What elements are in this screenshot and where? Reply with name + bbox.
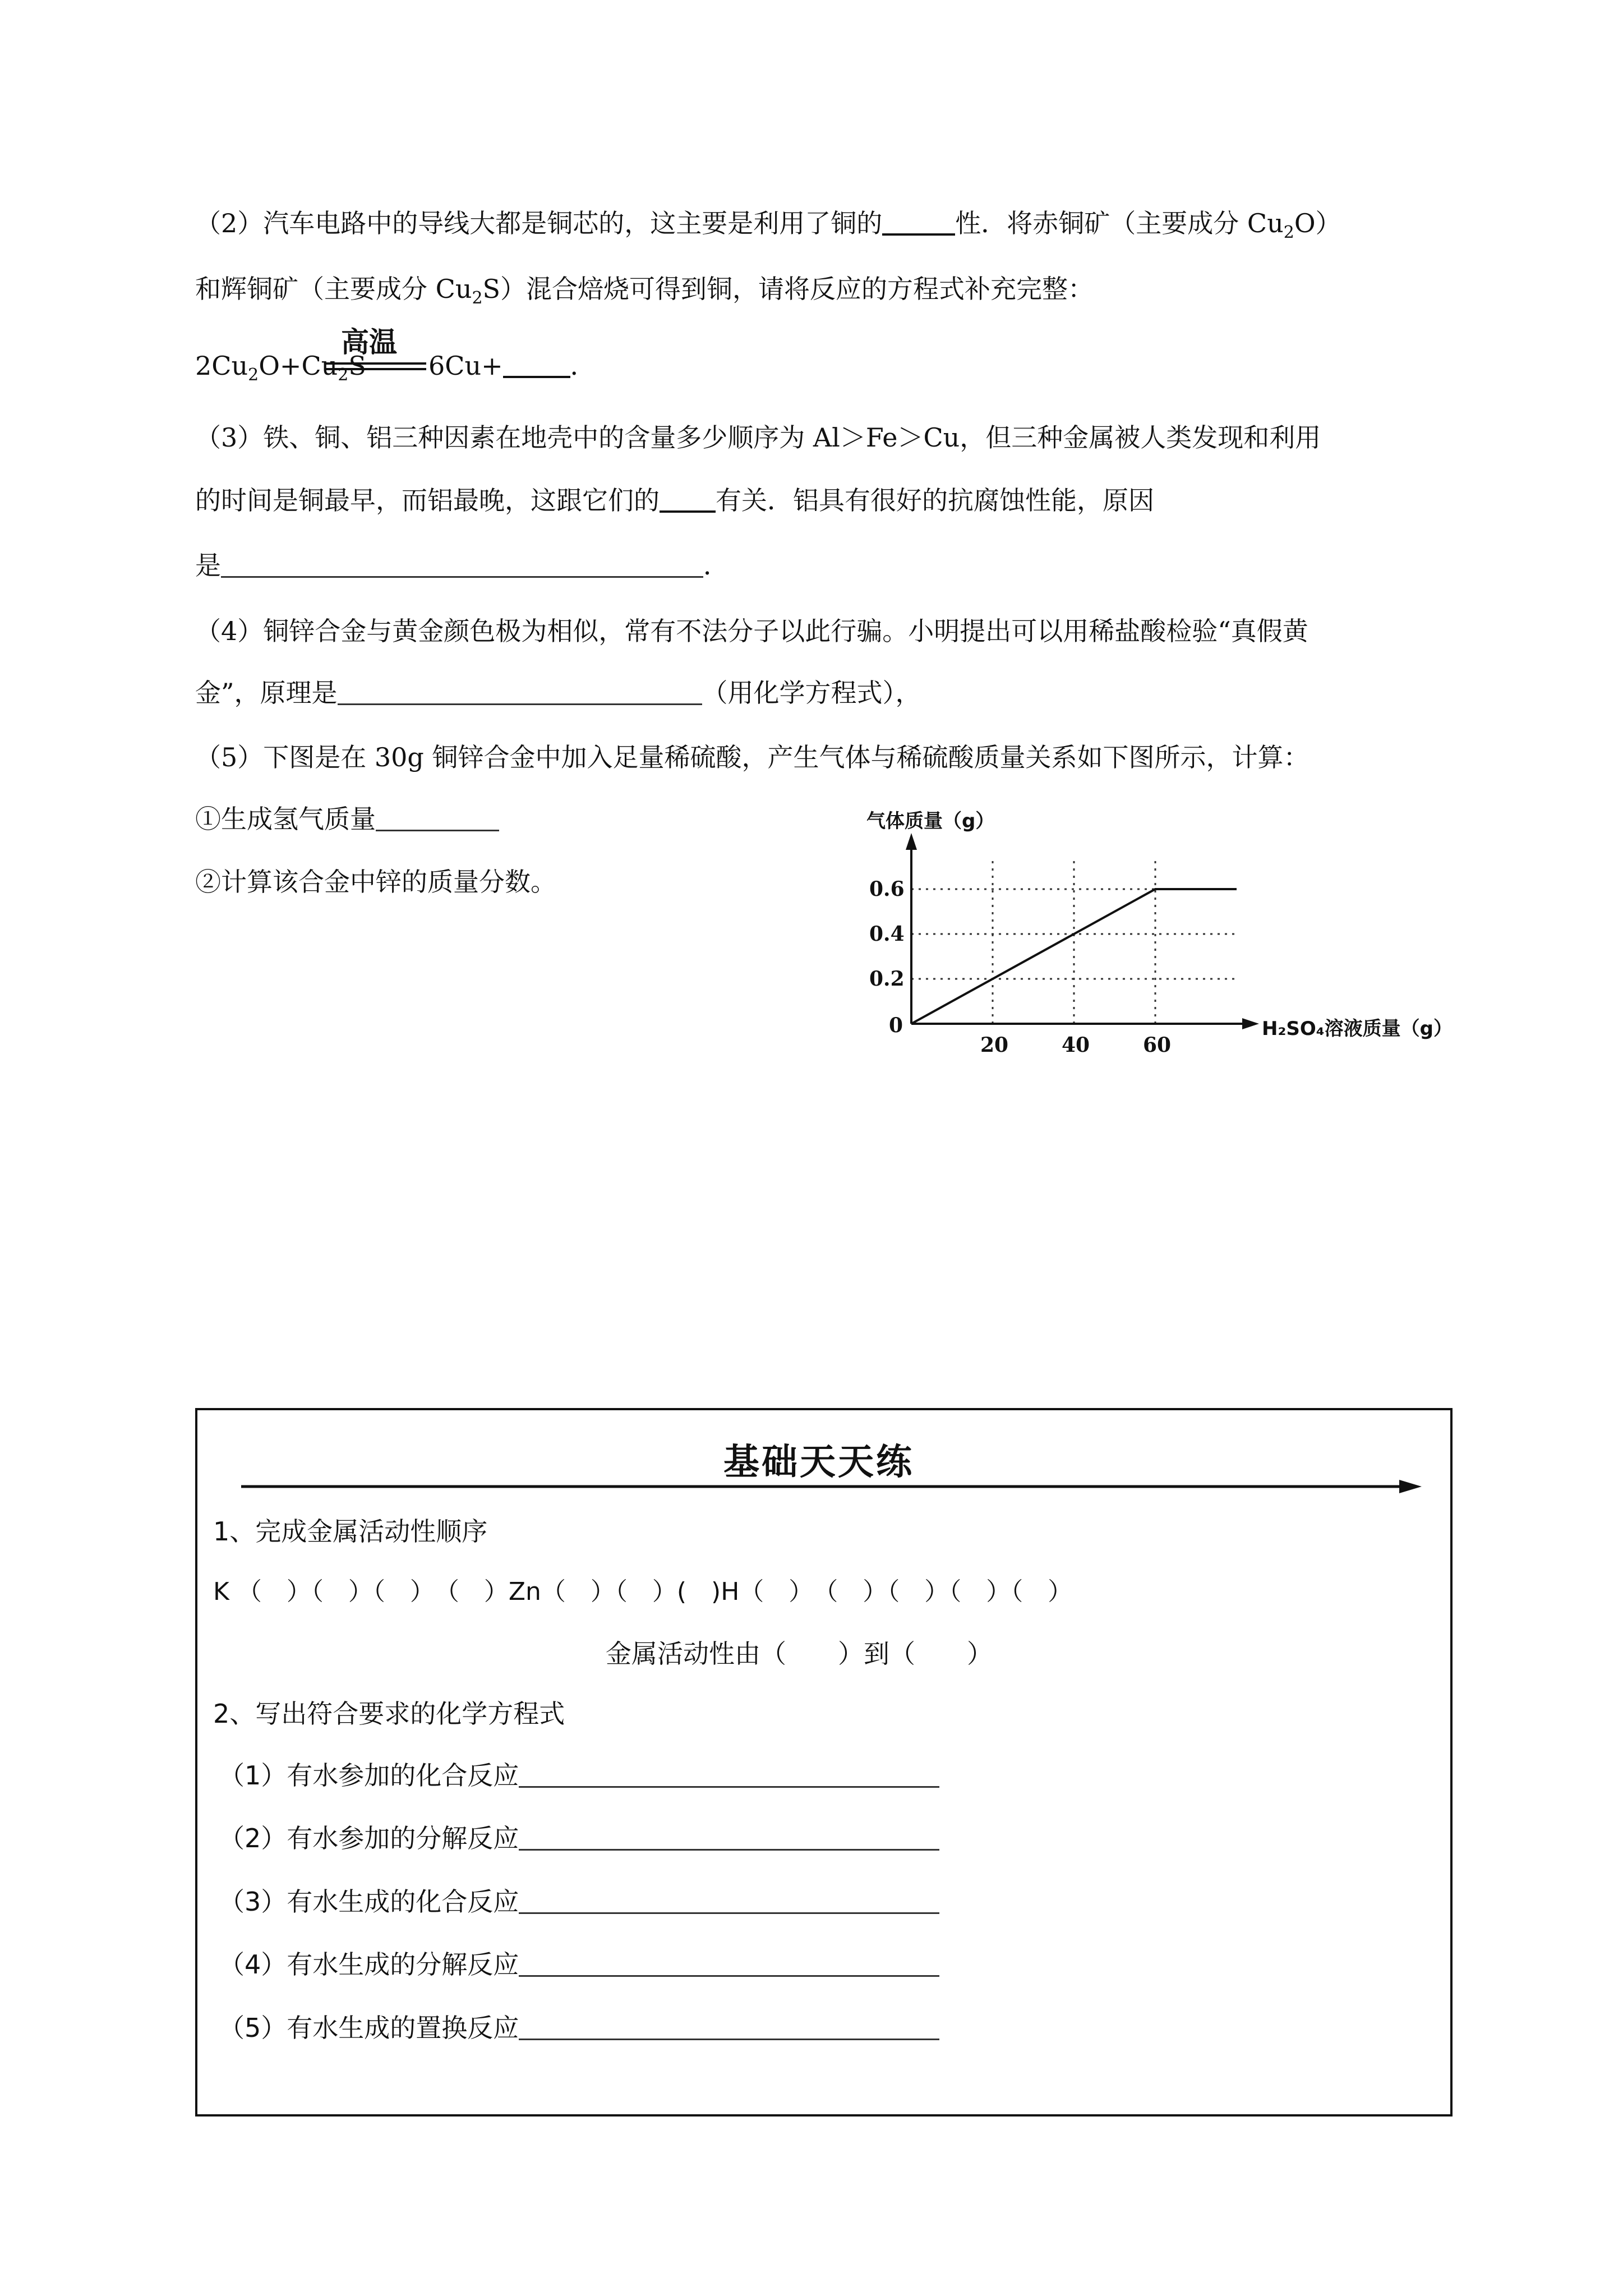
activity-sequence: K （ ）（ ）（ ） （ ）Zn（ ）（ ）( )H（ ） （ ）（ ）（ ）（ ） — [213, 1577, 1073, 1606]
x-tick-label: 60 — [1143, 1033, 1172, 1057]
subitem-label: （3）有水生成的化合反应 — [219, 1887, 519, 1917]
q2-line2-text-b: S）混合焙烧可得到铜，请将反应的方程式补充完整： — [482, 274, 1094, 304]
q5-sub1-text: ①生成氢气质量 — [195, 804, 376, 834]
q4-blank-equation[interactable] — [338, 677, 702, 705]
q3-line3-text-b: ． — [703, 550, 729, 581]
eq-sub-2: 2 — [338, 365, 349, 385]
q2-sub-2: 2 — [1283, 223, 1294, 242]
subitem-label: （5）有水生成的置换反应 — [219, 2013, 519, 2043]
q2-blank-property[interactable] — [882, 206, 955, 236]
subitem-blank[interactable] — [519, 2012, 939, 2040]
chart-axes — [906, 833, 1259, 1029]
q3-line3 — [195, 549, 729, 582]
practice-subitem — [219, 1885, 939, 1918]
y-tick-label: 0.2 — [869, 967, 905, 991]
subitem-blank[interactable] — [519, 1948, 939, 1977]
y-axis-arrow — [906, 833, 917, 850]
q2-line1-text-b: 性．将赤铜矿（主要成分 Cu — [955, 208, 1284, 238]
subitem-blank[interactable] — [519, 1885, 939, 1914]
q5-sub1 — [195, 802, 499, 836]
q3-blank-activity[interactable] — [660, 484, 716, 513]
q2-line1-text-a: （2）汽车电路中的导线大都是铜芯的，这主要是利用了铜的 — [195, 208, 883, 238]
practice-subitem — [219, 2011, 939, 2045]
x-tick-label: 20 — [980, 1033, 1009, 1057]
q2-line2-sub: 2 — [472, 288, 483, 308]
subitem-label: （2）有水参加的分解反应 — [219, 1823, 519, 1853]
activity-direction: 金属活动性由（ ）到（ ） — [606, 1639, 993, 1669]
q3-line3-text-a: 是 — [195, 550, 221, 581]
x-tick-label: 40 — [1062, 1033, 1090, 1057]
q5-line1: （5）下图是在 30g 铜锌合金中加入足量稀硫酸，产生气体与稀硫酸质量关系如下图所示，计算： — [195, 742, 1310, 772]
practice-item2: 2、写出符合要求的化学方程式 — [213, 1699, 565, 1729]
y-axis-label: 气体质量（g） — [866, 810, 995, 832]
x-axis-arrow — [1242, 1018, 1259, 1029]
y-tick-label: 0.4 — [869, 922, 905, 946]
arrow-head — [1399, 1480, 1422, 1493]
q3-line2-text-b: 有关．铝具有很好的抗腐蚀性能，原因 — [716, 485, 1154, 516]
q3-line2-text-a: 的时间是铜最早，而铝最晚，这跟它们的 — [195, 485, 660, 516]
subitem-blank[interactable] — [519, 1759, 939, 1788]
q2-line2 — [195, 272, 1094, 306]
q3-line2 — [195, 484, 1154, 517]
equation-right — [428, 349, 596, 383]
q2-line2-text-a: 和辉铜矿（主要成分 Cu — [195, 274, 472, 304]
q5-blank-hydrogen[interactable] — [376, 803, 499, 831]
practice-subitem — [219, 1948, 939, 1981]
eq-sub-1: 2 — [248, 365, 259, 385]
y-tick-label: 0.6 — [869, 877, 905, 901]
eq-part-d: 6Cu+ — [428, 351, 503, 381]
equation-double-line — [324, 362, 426, 370]
q3-blank-reason[interactable] — [221, 549, 703, 578]
equation-condition: 高温 — [341, 326, 397, 358]
chart-grid — [911, 861, 1237, 1024]
practice-item1: 1、完成金属活动性顺序 — [213, 1516, 488, 1547]
q3-line1: （3）铁、铜、铝三种因素在地壳中的含量多少顺序为 Al＞Fe＞Cu，但三种金属被人类发现和利用 — [195, 422, 1321, 453]
subitem-label: （4）有水生成的分解反应 — [219, 1949, 519, 1980]
eq-part-a: 2Cu — [195, 351, 248, 381]
q5-sub2: ②计算该合金中锌的质量分数。 — [195, 867, 556, 897]
practice-subitem — [219, 1821, 939, 1855]
eq-end: ． — [570, 351, 596, 381]
q4-line2-text-b: （用化学方程式）， — [702, 678, 921, 708]
eq-part-c: S — [348, 351, 366, 381]
practice-subitem — [219, 1759, 939, 1792]
q2-line1-text-c: O） — [1294, 208, 1341, 238]
x-axis-label: H₂SO₄溶液质量（g） — [1262, 1018, 1453, 1040]
title-arrow — [241, 1475, 1424, 1498]
q4-line2 — [195, 676, 921, 710]
q4-line2-text-a: 金”，原理是 — [195, 678, 338, 708]
subitem-blank[interactable] — [519, 1822, 939, 1851]
q2-blank-product[interactable] — [503, 349, 570, 378]
eq-part-b: O+Cu — [259, 351, 338, 381]
q4-line1: （4）铜锌合金与黄金颜色极为相似，常有不法分子以此行骗。小明提出可以用稀盐酸检验“真假黄 — [195, 616, 1308, 646]
gas-mass-chart — [852, 785, 1458, 1066]
practice-title: 基础天天练 — [723, 1442, 914, 1483]
q2-line1 — [195, 206, 1341, 240]
origin-label: 0 — [889, 1014, 903, 1037]
subitem-label: （1）有水参加的化合反应 — [219, 1760, 519, 1791]
